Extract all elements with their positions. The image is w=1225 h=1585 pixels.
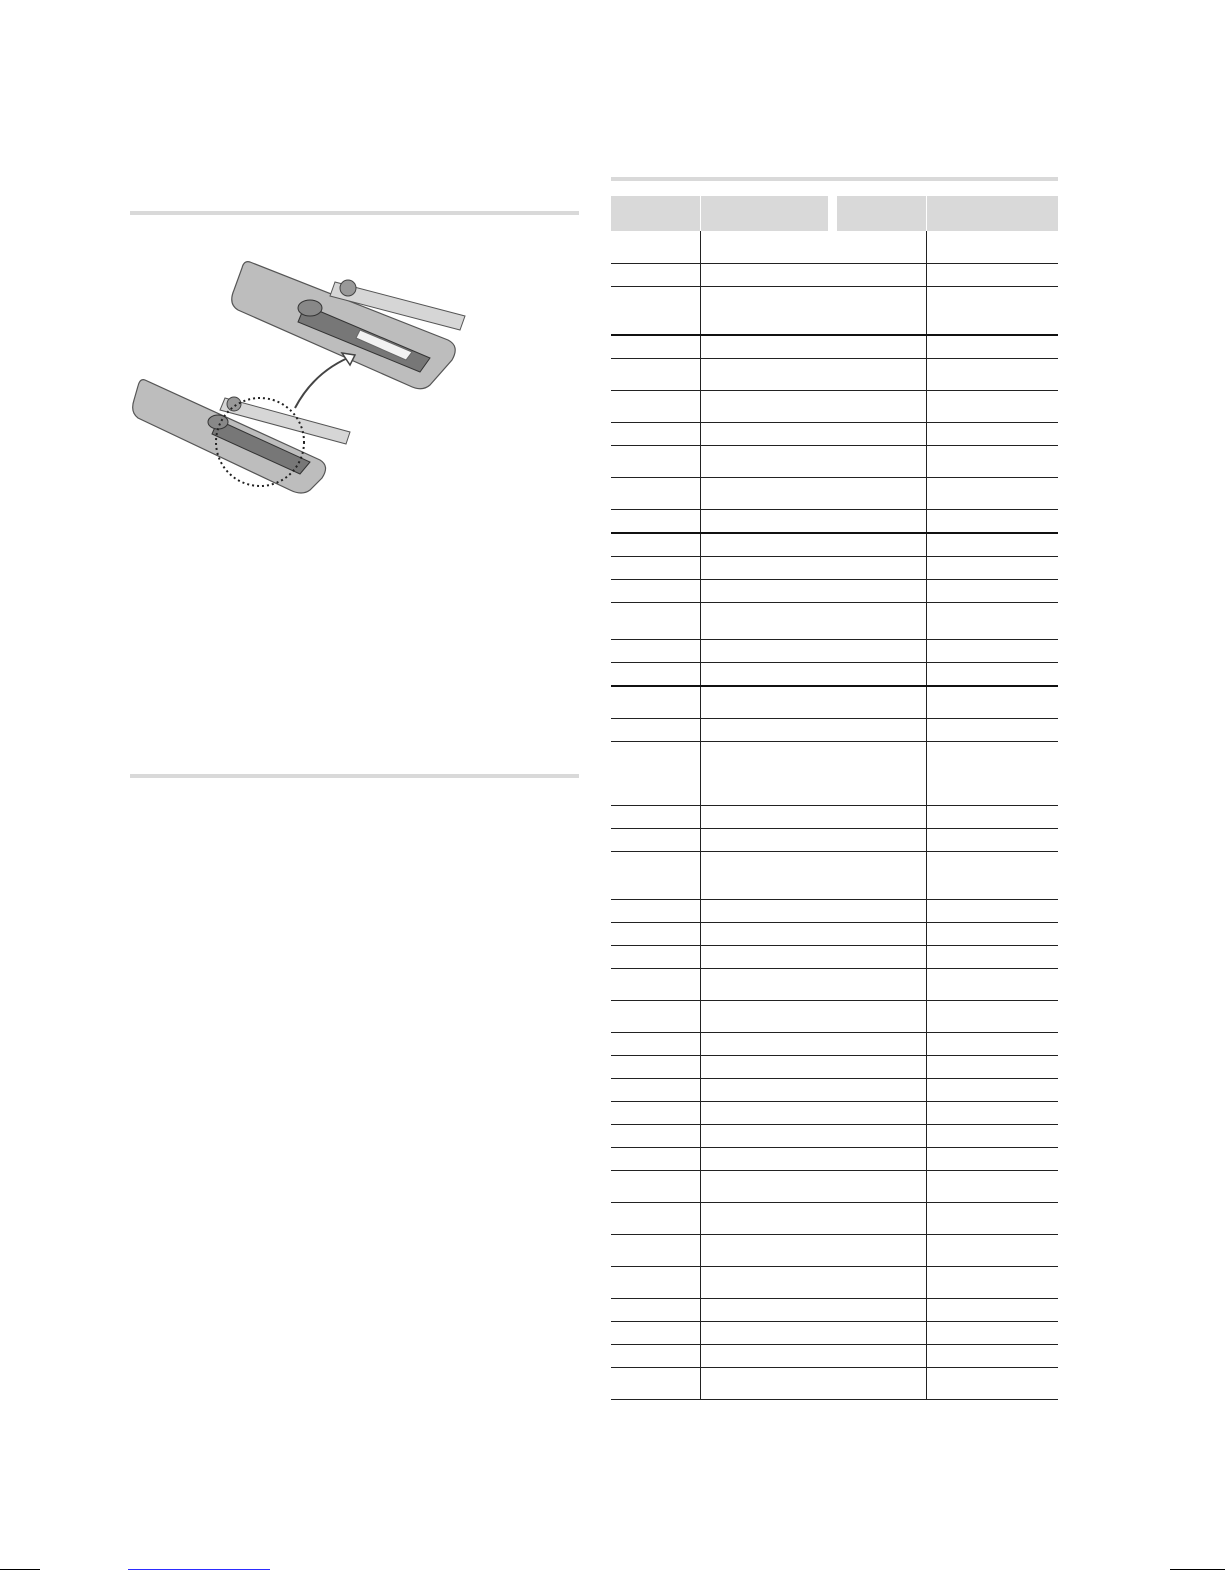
table-cell: [837, 946, 926, 968]
table-cell: [837, 1056, 926, 1078]
table-cell: [611, 1001, 700, 1032]
table-cell: [611, 946, 700, 968]
table-cell: [611, 446, 700, 477]
table-cell: [926, 557, 1059, 579]
table-cell: [700, 603, 829, 639]
table-row: [611, 663, 1058, 687]
column-gap: [828, 1001, 837, 1032]
table-cell: [611, 391, 700, 422]
column-gap: [828, 264, 837, 286]
table-cell: [926, 580, 1059, 602]
table-row: [611, 946, 1058, 969]
table-row: [611, 557, 1058, 580]
column-gap: [828, 580, 837, 602]
table-cell: [611, 1125, 700, 1147]
table-cell: [926, 287, 1059, 334]
table-cell: [926, 806, 1059, 828]
table-row: [611, 1125, 1058, 1148]
section-divider: [130, 211, 579, 215]
table-cell: [700, 1001, 829, 1032]
table-cell: [837, 1322, 926, 1344]
table-cell: [926, 663, 1059, 685]
column-gap: [828, 557, 837, 579]
table-cell: [837, 1125, 926, 1147]
remote-lower: [133, 380, 350, 493]
table-cell: [837, 391, 926, 422]
column-gap: [828, 1125, 837, 1147]
table-cell: [700, 478, 829, 509]
table-cell: [611, 900, 700, 922]
column-gap: [828, 391, 837, 422]
table-cell: [837, 557, 926, 579]
table-cell: [837, 336, 926, 358]
table-cell: [611, 510, 700, 532]
table-cell: [611, 969, 700, 1000]
table-row: [611, 969, 1058, 1001]
table-cell: [837, 1235, 926, 1266]
table-cell: [837, 1079, 926, 1101]
table-cell: [611, 742, 700, 805]
table-cell: [926, 687, 1059, 718]
header-cell-code-1: [701, 196, 828, 231]
table-row: [611, 1001, 1058, 1033]
table-cell: [700, 231, 829, 263]
table-row: [611, 478, 1058, 510]
table-cell: [926, 946, 1059, 968]
table-cell: [611, 829, 700, 851]
table-row: [611, 446, 1058, 478]
table-cell: [611, 1033, 700, 1055]
table-cell: [700, 336, 829, 358]
column-gap: [828, 1056, 837, 1078]
table-cell: [700, 510, 829, 532]
table-cell: [837, 719, 926, 741]
table-row: [611, 640, 1058, 663]
table-cell: [611, 1148, 700, 1170]
column-gap: [828, 900, 837, 922]
table-row: [611, 423, 1058, 446]
table-row: [611, 1171, 1058, 1203]
table-body: [611, 231, 1058, 1400]
table-row: [611, 1148, 1058, 1171]
table-cell: [700, 1368, 829, 1399]
column-gap: [828, 1033, 837, 1055]
table-cell: [700, 1148, 829, 1170]
table-cell: [700, 446, 829, 477]
column-gap: [828, 719, 837, 741]
table-cell: [926, 1033, 1059, 1055]
table-cell: [926, 359, 1059, 390]
column-gap: [828, 1235, 837, 1266]
table-cell: [926, 1267, 1059, 1298]
column-gap: [828, 1267, 837, 1298]
table-cell: [700, 557, 829, 579]
table-cell: [837, 446, 926, 477]
table-row: [611, 534, 1058, 557]
table-cell: [837, 1203, 926, 1234]
table-cell: [926, 1148, 1059, 1170]
footer-rule: [0, 1569, 40, 1570]
table-header: [611, 196, 1058, 231]
table-cell: [611, 806, 700, 828]
section-divider: [611, 177, 1058, 181]
table-cell: [837, 663, 926, 685]
table-row: [611, 264, 1058, 287]
table-cell: [700, 1345, 829, 1367]
table-cell: [700, 687, 829, 718]
table-cell: [700, 852, 829, 899]
table-row: [611, 1299, 1058, 1322]
table-row: [611, 852, 1058, 900]
table-cell: [926, 1299, 1059, 1321]
table-cell: [837, 1368, 926, 1399]
table-cell: [837, 687, 926, 718]
table-cell: [611, 1056, 700, 1078]
header-cell-brand-2: [837, 196, 926, 231]
footer-link-underline[interactable]: [128, 1569, 270, 1570]
column-gap: [828, 1148, 837, 1170]
table-cell: [700, 1267, 829, 1298]
table-cell: [837, 1299, 926, 1321]
table-row: [611, 287, 1058, 336]
table-cell: [837, 1171, 926, 1202]
column-gap: [828, 478, 837, 509]
table-cell: [700, 1056, 829, 1078]
table-cell: [700, 1299, 829, 1321]
table-cell: [611, 1368, 700, 1399]
remote-battery-icon: [130, 250, 510, 510]
table-cell: [926, 852, 1059, 899]
table-cell: [837, 1148, 926, 1170]
table-cell: [837, 742, 926, 805]
table-cell: [926, 1125, 1059, 1147]
table-cell: [611, 534, 700, 556]
table-cell: [926, 1235, 1059, 1266]
table-cell: [700, 969, 829, 1000]
table-cell: [700, 287, 829, 334]
table-row: [611, 231, 1058, 264]
table-cell: [611, 287, 700, 334]
table-cell: [611, 687, 700, 718]
table-cell: [611, 1345, 700, 1367]
table-row: [611, 1322, 1058, 1345]
remote-battery-illustration: [130, 250, 510, 510]
table-row: [611, 1203, 1058, 1235]
table-cell: [926, 969, 1059, 1000]
table-cell: [700, 1171, 829, 1202]
table-row: [611, 1345, 1058, 1368]
column-gap: [828, 946, 837, 968]
header-cell-code-2: [927, 196, 1058, 231]
remote-upper: [232, 262, 465, 389]
column-gap: [828, 1345, 837, 1367]
table-cell: [837, 969, 926, 1000]
column-gap: [828, 1079, 837, 1101]
table-cell: [926, 1322, 1059, 1344]
table-row: [611, 580, 1058, 603]
table-row: [611, 1267, 1058, 1299]
table-cell: [837, 852, 926, 899]
table-row: [611, 900, 1058, 923]
table-cell: [926, 1368, 1059, 1399]
table-cell: [700, 1322, 829, 1344]
column-gap: [828, 852, 837, 899]
table-cell: [837, 510, 926, 532]
table-cell: [611, 359, 700, 390]
table-cell: [926, 923, 1059, 945]
table-cell: [611, 719, 700, 741]
table-cell: [926, 1056, 1059, 1078]
column-gap: [828, 1299, 837, 1321]
column-gap: [828, 359, 837, 390]
table-cell: [700, 640, 829, 662]
table-cell: [611, 478, 700, 509]
table-cell: [700, 1079, 829, 1101]
column-gap: [828, 923, 837, 945]
table-row: [611, 359, 1058, 391]
table-row: [611, 1079, 1058, 1102]
table-row: [611, 806, 1058, 829]
table-cell: [837, 1033, 926, 1055]
column-gap: [828, 423, 837, 445]
table-cell: [611, 423, 700, 445]
header-cell-brand-1: [611, 196, 700, 231]
table-cell: [700, 359, 829, 390]
column-gap: [828, 663, 837, 685]
table-cell: [837, 231, 926, 263]
table-row: [611, 1056, 1058, 1079]
table-cell: [926, 1203, 1059, 1234]
footer-rule: [1170, 1569, 1225, 1570]
table-row: [611, 1033, 1058, 1056]
table-cell: [611, 1102, 700, 1124]
table-cell: [837, 287, 926, 334]
table-cell: [700, 946, 829, 968]
table-cell: [926, 423, 1059, 445]
column-gap: [828, 231, 837, 263]
table-cell: [837, 640, 926, 662]
table-cell: [700, 534, 829, 556]
table-cell: [926, 534, 1059, 556]
table-cell: [700, 663, 829, 685]
table-row: [611, 336, 1058, 359]
table-cell: [700, 264, 829, 286]
column-gap: [828, 446, 837, 477]
table-cell: [926, 391, 1059, 422]
table-cell: [837, 478, 926, 509]
table-cell: [926, 719, 1059, 741]
table-row: [611, 829, 1058, 852]
table-cell: [837, 580, 926, 602]
table-cell: [611, 336, 700, 358]
table-cell: [700, 1125, 829, 1147]
table-cell: [611, 1235, 700, 1266]
table-cell: [611, 1171, 700, 1202]
table-cell: [926, 829, 1059, 851]
table-row: [611, 1102, 1058, 1125]
table-row: [611, 687, 1058, 719]
table-cell: [926, 336, 1059, 358]
table-cell: [926, 900, 1059, 922]
table-row: [611, 510, 1058, 534]
table-cell: [926, 1079, 1059, 1101]
column-gap: [828, 687, 837, 718]
table-cell: [837, 806, 926, 828]
table-cell: [611, 1203, 700, 1234]
table-cell: [611, 231, 700, 263]
table-cell: [926, 603, 1059, 639]
table-cell: [611, 1299, 700, 1321]
column-gap: [828, 287, 837, 334]
table-cell: [611, 923, 700, 945]
column-gap: [828, 1322, 837, 1344]
code-table-container: [611, 196, 1058, 1400]
table-cell: [926, 446, 1059, 477]
table-row: [611, 719, 1058, 742]
table-cell: [926, 231, 1059, 263]
table-cell: [611, 852, 700, 899]
table-cell: [611, 264, 700, 286]
table-cell: [837, 1267, 926, 1298]
table-cell: [611, 1079, 700, 1101]
table-cell: [700, 742, 829, 805]
table-cell: [926, 510, 1059, 532]
column-gap: [828, 742, 837, 805]
table-cell: [700, 900, 829, 922]
table-cell: [700, 1102, 829, 1124]
column-gap: [828, 1203, 837, 1234]
column-gap: [828, 534, 837, 556]
table-cell: [926, 478, 1059, 509]
table-cell: [837, 1001, 926, 1032]
column-gap: [828, 1171, 837, 1202]
table-cell: [837, 923, 926, 945]
table-cell: [700, 719, 829, 741]
table-cell: [837, 359, 926, 390]
table-cell: [611, 557, 700, 579]
column-gap: [828, 603, 837, 639]
table-cell: [837, 1345, 926, 1367]
table-cell: [700, 423, 829, 445]
table-cell: [926, 1001, 1059, 1032]
column-gap: [828, 510, 837, 532]
table-cell: [837, 264, 926, 286]
table-cell: [700, 391, 829, 422]
table-row: [611, 1368, 1058, 1400]
table-cell: [611, 1267, 700, 1298]
table-cell: [700, 1203, 829, 1234]
table-cell: [837, 603, 926, 639]
column-gap: [828, 969, 837, 1000]
table-cell: [926, 264, 1059, 286]
table-cell: [926, 1171, 1059, 1202]
table-cell: [700, 1033, 829, 1055]
table-cell: [700, 1235, 829, 1266]
table-cell: [837, 534, 926, 556]
table-row: [611, 603, 1058, 640]
table-row: [611, 391, 1058, 423]
table-row: [611, 923, 1058, 946]
table-cell: [926, 742, 1059, 805]
table-cell: [837, 423, 926, 445]
table-row: [611, 1235, 1058, 1267]
table-cell: [700, 923, 829, 945]
table-cell: [611, 580, 700, 602]
column-gap: [828, 1102, 837, 1124]
table-cell: [700, 806, 829, 828]
table-cell: [926, 1102, 1059, 1124]
column-gap: [828, 806, 837, 828]
column-gap: [828, 1368, 837, 1399]
table-cell: [926, 640, 1059, 662]
column-gap: [828, 829, 837, 851]
table-cell: [611, 1322, 700, 1344]
code-table: [611, 196, 1058, 1400]
table-cell: [837, 1102, 926, 1124]
column-gap: [828, 640, 837, 662]
table-cell: [611, 663, 700, 685]
table-cell: [700, 580, 829, 602]
table-cell: [611, 603, 700, 639]
column-gap: [828, 336, 837, 358]
table-cell: [611, 640, 700, 662]
table-cell: [926, 1345, 1059, 1367]
table-cell: [837, 829, 926, 851]
section-divider: [130, 774, 579, 778]
table-cell: [837, 900, 926, 922]
table-cell: [700, 829, 829, 851]
table-row: [611, 742, 1058, 806]
